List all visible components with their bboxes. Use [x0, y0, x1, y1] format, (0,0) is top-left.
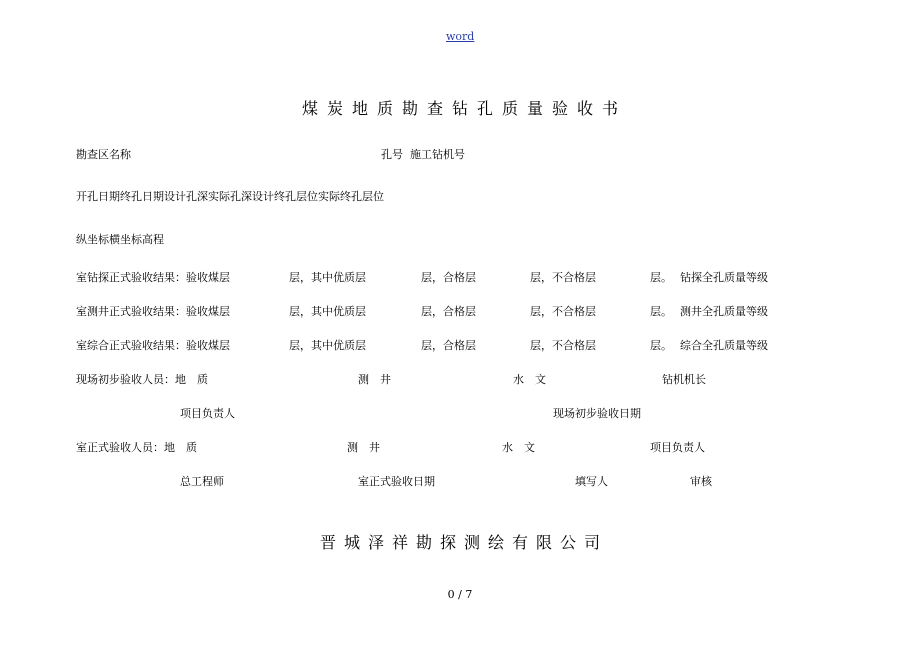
acceptance-grade-label: 钻探全孔质量等级: [680, 271, 768, 284]
field-hydro-label: 水 文: [513, 373, 546, 386]
acceptance-grade-label: 测井全孔质量等级: [680, 305, 768, 318]
field-project-lead-label: 项目负责人: [180, 407, 235, 420]
rig-no-label: 施工钻机号: [410, 148, 465, 161]
acceptance-quality-cell: 层，其中优质层: [289, 339, 366, 352]
chief-engineer-label: 总工程师: [180, 475, 224, 488]
acceptance-quality-cell: 层，其中优质层: [289, 271, 366, 284]
document-title: 煤炭地质勘查钻孔质量验收书: [301, 99, 627, 118]
office-survey-label: 测 井: [347, 441, 380, 454]
acceptance-fail-cell: 层，不合格层: [530, 271, 596, 284]
field-captain-label: 钻机机长: [662, 373, 706, 386]
page-number: 0 / 7: [447, 588, 473, 601]
acceptance-pass-cell: 层，合格层: [421, 271, 476, 284]
area-name-label: 勘查区名称: [76, 148, 131, 161]
acceptance-end-cell: 层。: [650, 305, 672, 318]
acceptance-prefix: 室测井正式验收结果：验收煤层: [76, 305, 230, 318]
acceptance-prefix: 室钻探正式验收结果：验收煤层: [76, 271, 230, 284]
office-date-label: 室正式验收日期: [358, 475, 435, 488]
acceptance-fail-cell: 层，不合格层: [530, 339, 596, 352]
acceptance-prefix: 室综合正式验收结果：验收煤层: [76, 339, 230, 352]
office-inspectors-label: 室正式验收人员：地 质: [76, 441, 197, 454]
acceptance-pass-cell: 层，合格层: [421, 339, 476, 352]
office-project-lead-label: 项目负责人: [650, 441, 705, 454]
company-name: 晋城泽祥勘探测绘有限公司: [319, 533, 608, 552]
acceptance-quality-cell: 层，其中优质层: [289, 305, 366, 318]
field-survey-label: 测 井: [358, 373, 391, 386]
acceptance-end-cell: 层。: [650, 339, 672, 352]
dates-line: 开孔日期终孔日期设计孔深实际孔深设计终孔层位实际终孔层位: [76, 190, 384, 203]
office-hydro-label: 水 文: [502, 441, 535, 454]
acceptance-pass-cell: 层，合格层: [421, 305, 476, 318]
field-inspectors-label: 现场初步验收人员：地 质: [76, 373, 208, 386]
field-date-label: 现场初步验收日期: [553, 407, 641, 420]
acceptance-grade-label: 综合全孔质量等级: [680, 339, 768, 352]
filler-label: 填写人: [575, 475, 608, 488]
acceptance-end-cell: 层。: [650, 271, 672, 284]
coords-line: 纵坐标横坐标高程: [76, 233, 164, 246]
header-word-link[interactable]: word: [446, 30, 475, 43]
acceptance-fail-cell: 层，不合格层: [530, 305, 596, 318]
reviewer-label: 审核: [690, 475, 712, 488]
hole-no-label: 孔号: [381, 148, 403, 161]
